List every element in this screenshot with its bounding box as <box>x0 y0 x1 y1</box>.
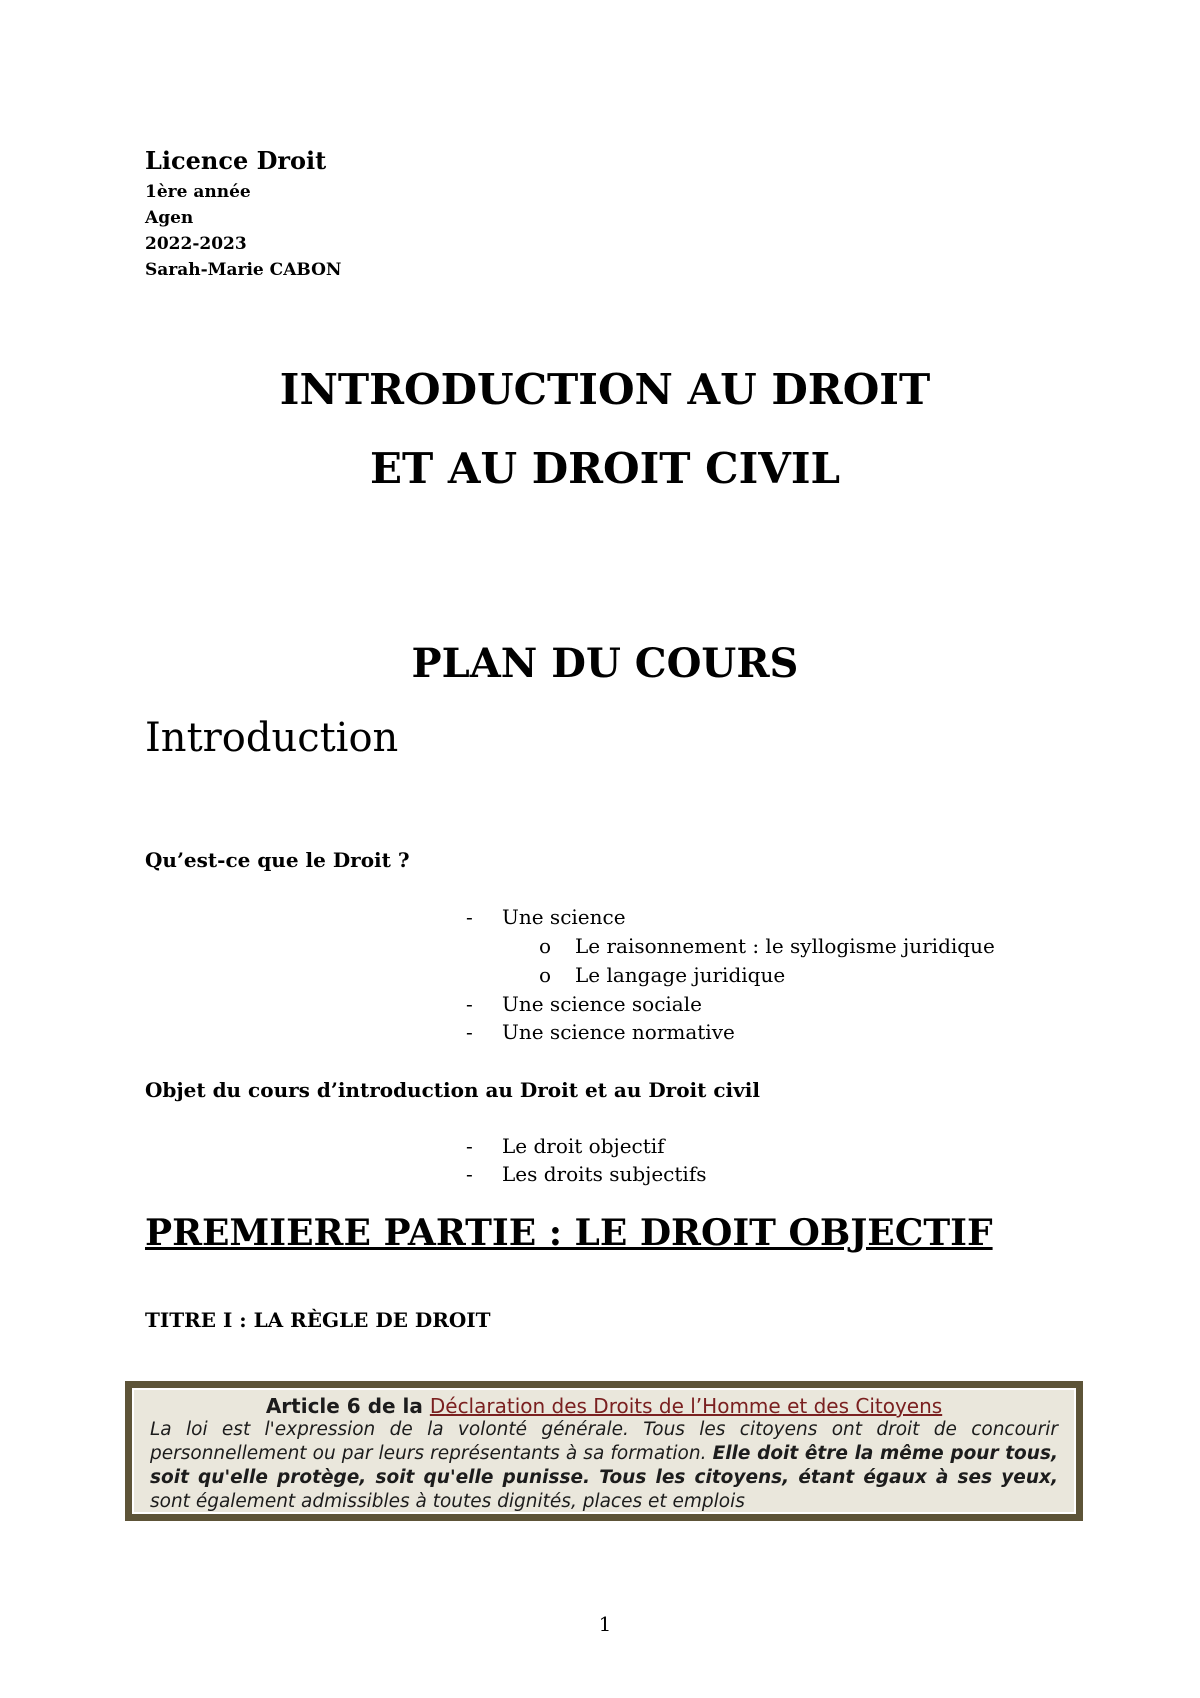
declaration-link[interactable]: Déclaration des Droits de l’Homme et des Citoyens <box>429 1394 943 1418</box>
article-body <box>150 1418 1058 1514</box>
section2-heading: Objet du cours d’introduction au Droit et au Droit civil <box>145 1078 760 1102</box>
header-year-level: 1ère année <box>145 182 251 202</box>
list-item-label: Les droits subjectifs <box>502 1162 707 1186</box>
bullet-marker: o <box>539 934 552 958</box>
titre-heading: TITRE I : LA RÈGLE DE DROIT <box>145 1308 491 1332</box>
list-item-label: Une science <box>502 905 626 929</box>
plan-title: PLAN DU COURS <box>411 640 799 687</box>
header-academic-year: 2022-2023 <box>145 234 247 254</box>
article-quote-box <box>125 1381 1083 1521</box>
bullet-marker: o <box>539 963 552 987</box>
article-heading <box>150 1394 1058 1418</box>
dash-marker: - <box>466 1020 473 1044</box>
dash-marker: - <box>466 905 473 929</box>
page-number: 1 <box>598 1612 612 1636</box>
partie-heading: PREMIERE PARTIE : LE DROIT OBJECTIF <box>145 1212 993 1254</box>
dash-marker: - <box>466 992 473 1016</box>
dash-marker: - <box>466 1134 473 1158</box>
header-title: Licence Droit <box>145 146 327 175</box>
article-body-bold: Elle doit être la même pour tous, soit qu'elle protège, soit qu'elle punisse. Tous les citoyens, étant égaux à ses yeux, <box>150 1443 1058 1488</box>
list-item-label: Une science normative <box>502 1020 735 1044</box>
sub-list-item-label: Le langage juridique <box>575 963 786 987</box>
section1-heading: Qu’est-ce que le Droit ? <box>145 848 410 872</box>
article-body-part1: La loi est l'expression de la volonté générale. Tous les citoyens ont droit de concourir personnellement ou par leurs représentants à sa formation. <box>150 1419 1058 1464</box>
introduction-heading: Introduction <box>145 715 399 761</box>
article-quote-inner <box>132 1388 1076 1514</box>
list-item-label: Le droit objectif <box>502 1134 665 1158</box>
article-body-part2: sont également admissibles à toutes dignités, places et emplois <box>150 1491 745 1512</box>
dash-marker: - <box>466 1162 473 1186</box>
main-title-line2: ET AU DROIT CIVIL <box>370 444 840 493</box>
sub-list-item-label: Le raisonnement : le syllogisme juridique <box>575 934 995 958</box>
header-author: Sarah-Marie CABON <box>145 260 342 280</box>
list-item-label: Une science sociale <box>502 992 702 1016</box>
header-city: Agen <box>145 208 194 228</box>
main-title-line1: INTRODUCTION AU DROIT <box>279 365 931 414</box>
article-heading-prefix: Article 6 de la <box>265 1394 430 1418</box>
